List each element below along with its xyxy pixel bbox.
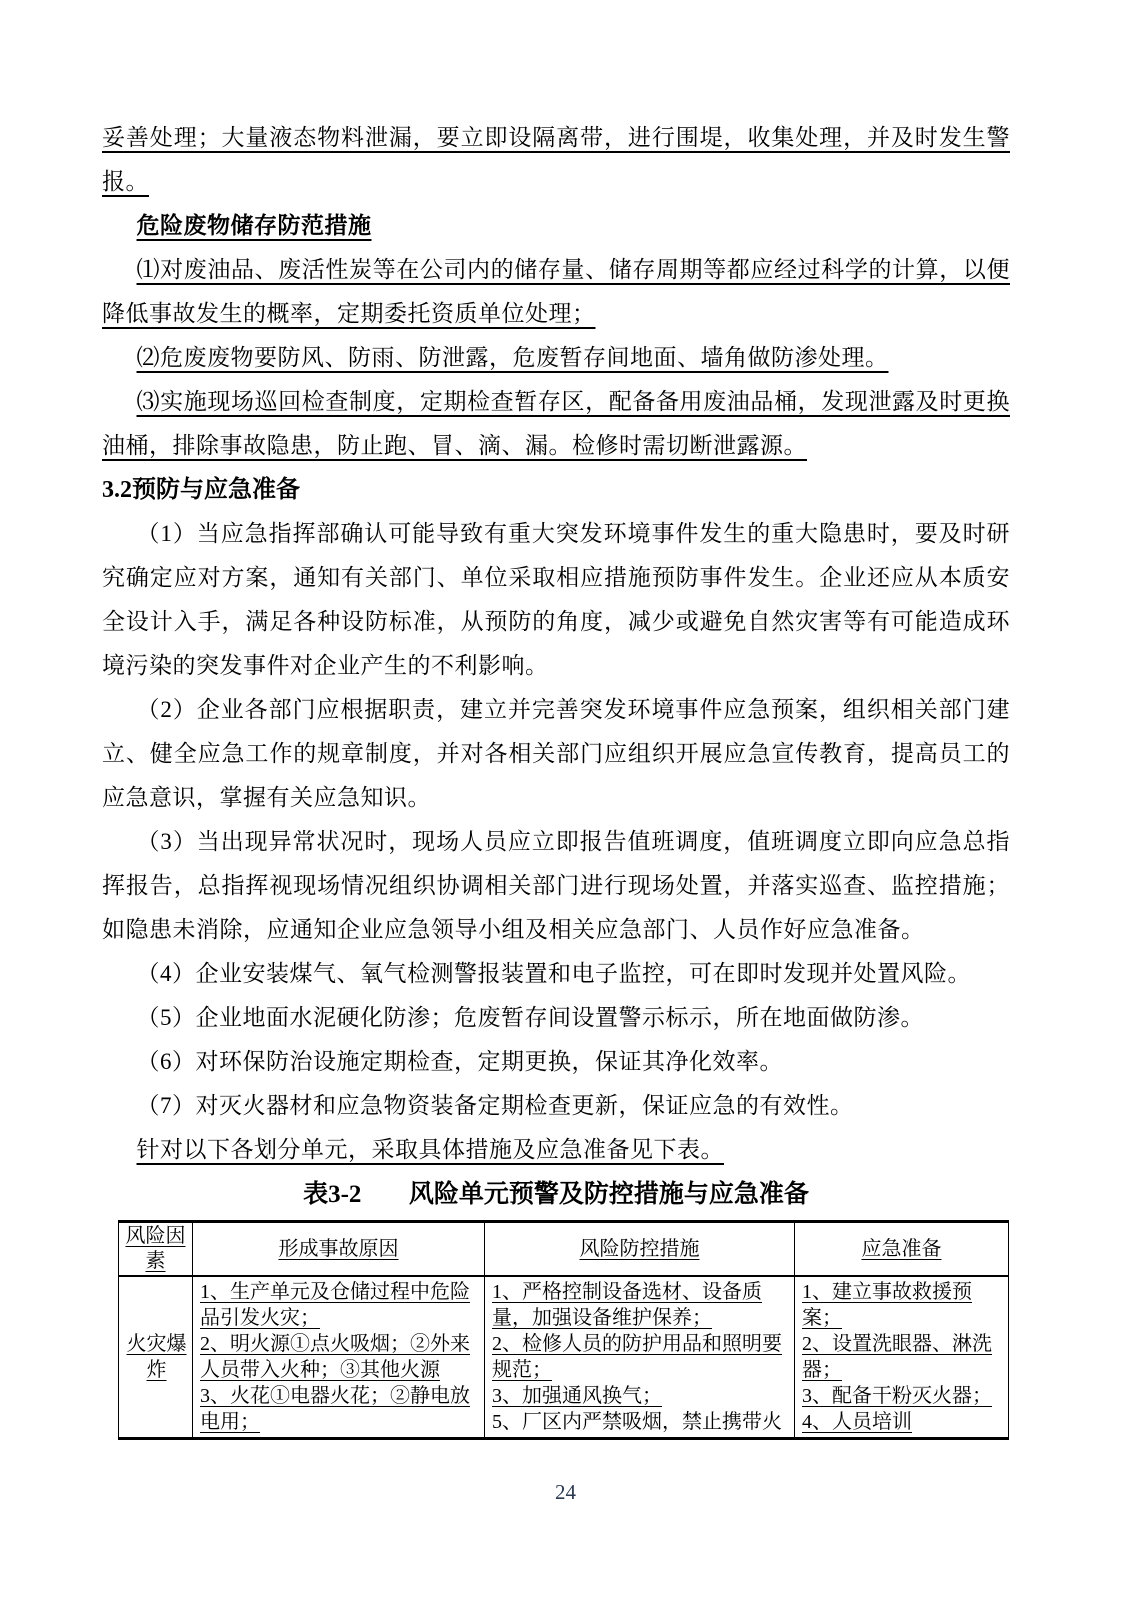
page-number: 24 bbox=[555, 1480, 576, 1504]
cause-item: 3、火花①电器火花；②静电放电用； bbox=[200, 1385, 470, 1433]
hazard-item-2: ⑵危废废物要防风、防雨、防泄露，危废暂存间地面、墙角做防渗处理。 bbox=[136, 345, 889, 370]
cell-control-measures bbox=[485, 1276, 795, 1439]
cell-emergency-preparation bbox=[795, 1276, 1009, 1439]
section-paragraph-1: （1）当应急指挥部确认可能导致有重大突发环境事件发生的重大隐患时，要及时研究确定应对方案，通知有关部门、单位采取相应措施预防事件发生。企业还应从本质安全设计入手，满足各种设防标准，从预防的角度，减少或避免自然灾害等有可能造成环境污染的突发事件对企业产生的不利影响。 bbox=[102, 521, 1010, 678]
section-paragraph-6: （6）对环保防治设施定期检查，定期更换，保证其净化效率。 bbox=[136, 1049, 783, 1074]
section-paragraph-2: （2）企业各部门应根据职责，建立并完善突发环境事件应急预案，组织相关部门建立、健全应急工作的规章制度，并对各相关部门应组织开展应急宣传教育，提高员工的应急意识，掌握有关应急知识。 bbox=[102, 697, 1010, 810]
section-paragraph-3: （3）当出现异常状况时，现场人员应立即报告值班调度，值班调度立即向应急总指挥报告，总指挥视现场情况组织协调相关部门进行现场处置，并落实巡查、监控措施；如隐患未消除，应通知企业应急领导小组及相关应急部门、人员作好应急准备。 bbox=[102, 829, 1010, 942]
section-paragraph-4: （4）企业安装煤气、氧气检测警报装置和电子监控，可在即时发现并处置风险。 bbox=[136, 961, 971, 986]
section-paragraph-5: （5）企业地面水泥硬化防渗；危废暂存间设置警示标示，所在地面做防渗。 bbox=[136, 1005, 924, 1030]
cell-accident-causes bbox=[193, 1276, 485, 1439]
table-caption bbox=[102, 1172, 1010, 1218]
preparation-item: 2、设置洗眼器、淋洗器； bbox=[802, 1333, 992, 1381]
header-emergency-preparation: 应急准备 bbox=[795, 1222, 1009, 1277]
table-header-row bbox=[119, 1222, 1009, 1277]
section-heading-3-2: 3.2预防与应急准备 bbox=[102, 477, 300, 503]
table-row-fire-explosion bbox=[119, 1276, 1009, 1439]
control-item: 1、严格控制设备选材、设备质量，加强设备维护保养； bbox=[492, 1281, 762, 1329]
table-caption-label: 表3-2 bbox=[303, 1181, 362, 1208]
cell-risk-factor: 火灾爆炸 bbox=[119, 1276, 193, 1439]
header-control-measures: 风险防控措施 bbox=[485, 1222, 795, 1277]
hazard-item-1: ⑴对废油品、废活性炭等在公司内的储存量、储存周期等都应经过科学的计算，以便降低事故发生的概率，定期委托资质单位处理； bbox=[102, 257, 1010, 326]
section-paragraph-7: （7）对灭火器材和应急物资装备定期检查更新，保证应急的有效性。 bbox=[136, 1093, 854, 1118]
control-item: 2、检修人员的防护用品和照明要规范； bbox=[492, 1333, 782, 1381]
header-risk-factor: 风险因素 bbox=[119, 1222, 193, 1277]
preparation-item: 1、建立事故救援预案； bbox=[802, 1281, 972, 1329]
heading-hazardous-waste-storage: 危险废物储存防范措施 bbox=[136, 213, 372, 238]
preparation-item: 4、人员培训 bbox=[802, 1411, 912, 1433]
table-caption-title: 风险单元预警及防控措施与应急准备 bbox=[408, 1181, 809, 1208]
hazard-item-3: ⑶实施现场巡回检查制度，定期检查暂存区，配备备用废油品桶，发现泄露及时更换油桶，排除事故隐患，防止跑、冒、滴、漏。检修时需切断泄露源。 bbox=[102, 389, 1010, 458]
control-item: 3、加强通风换气； bbox=[492, 1385, 662, 1407]
cause-item: 2、明火源①点火吸烟；②外来人员带入火种；③其他火源 bbox=[200, 1333, 470, 1381]
preparation-item: 3、配备干粉灭火器； bbox=[802, 1385, 992, 1407]
risk-measures-table bbox=[118, 1220, 1009, 1440]
cause-item: 1、生产单元及仓储过程中危险品引发火灾； bbox=[200, 1281, 470, 1329]
table-lead-note: 针对以下各划分单元，采取具体措施及应急准备见下表。 bbox=[136, 1137, 724, 1162]
paragraph-continuation: 妥善处理；大量液态物料泄漏，要立即设隔离带，进行围堤，收集处理，并及时发生警报。 bbox=[102, 125, 1010, 194]
control-item: 5、厂区内严禁吸烟，禁止携带火 bbox=[492, 1411, 782, 1433]
document-content bbox=[102, 116, 1010, 1440]
header-accident-cause: 形成事故原因 bbox=[193, 1222, 485, 1277]
